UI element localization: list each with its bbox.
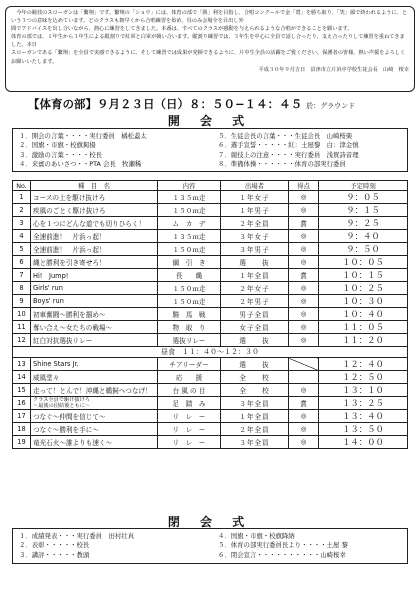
venue-label: 於：グラウンド xyxy=(306,102,356,110)
scheduled-time: １０：０５ xyxy=(319,256,408,269)
scheduled-time: ９：０５ xyxy=(319,191,408,204)
event-content: リ レ ー xyxy=(158,410,221,423)
participants: ３年男子 xyxy=(221,243,289,256)
event-name: コースの上を駆け抜けろ xyxy=(31,191,158,204)
row-number: 2 xyxy=(13,204,31,217)
participants: １年全員 xyxy=(221,269,289,282)
event-name: Shine Stars Jr. xyxy=(31,358,158,371)
scheduled-time: １０：２５ xyxy=(319,282,408,295)
event-name: クラス全員で駆け抜けろ 〜最後の団結後ともに〜 xyxy=(31,397,158,410)
table-row xyxy=(13,295,408,308)
scheduled-time: １０：１５ xyxy=(319,269,408,282)
opening-item: ６．選手宣誓・・・・・紅：土屋黎 白：津金慎 xyxy=(218,141,359,150)
event-content: 応 援 xyxy=(158,371,221,384)
table-row xyxy=(13,410,408,423)
event-name: 奪い合え〜女たちの戦場〜 xyxy=(31,321,158,334)
row-number: 9 xyxy=(13,295,31,308)
event-content: 騎 馬 戦 xyxy=(158,308,221,321)
event-name: 全速前進！ 片浜っ起！ xyxy=(31,230,158,243)
table-row xyxy=(13,217,408,230)
points-mark xyxy=(289,358,319,371)
event-name: 紅白対抗選抜リレー xyxy=(31,334,158,347)
intro-box xyxy=(5,6,415,92)
lunch-break-row xyxy=(13,347,408,358)
table-header-row xyxy=(13,181,408,191)
table-row xyxy=(13,204,408,217)
points-mark xyxy=(289,371,319,384)
event-content: １３５ｍ走 xyxy=(158,191,221,204)
table-row xyxy=(13,384,408,397)
scheduled-time: １２：４０ xyxy=(319,358,408,371)
participants: １年男子 xyxy=(221,204,289,217)
table-row xyxy=(13,243,408,256)
participants: ３年女子 xyxy=(221,230,289,243)
row-number: 19 xyxy=(13,436,31,449)
event-content: チアリーダー xyxy=(158,358,221,371)
opening-item: ２．国旗・市旗・校旗掲揚 xyxy=(19,141,96,150)
event-name: 威風堂々 xyxy=(31,371,158,384)
participants: ２年男子 xyxy=(221,295,289,308)
scheduled-time: １０：４０ xyxy=(319,308,408,321)
row-number: 11 xyxy=(13,321,31,334)
closing-item: １．成績発表・・・実行委員 田村壮真 xyxy=(19,532,135,540)
row-number: 18 xyxy=(13,423,31,436)
participants: 全 校 xyxy=(221,384,289,397)
event-name: つなぐ〜勝利を手に〜 xyxy=(31,423,158,436)
participants: 選 抜 xyxy=(221,358,289,371)
header-time: 予定時刻 xyxy=(319,181,408,191)
closing-item: ５．体育の部実行委員長より・・・・土屋 黎 xyxy=(218,541,348,550)
points-mark: 賞 xyxy=(289,217,319,230)
closing-ceremony-title: 閉 会 式 xyxy=(167,515,253,529)
points-mark: ◎ xyxy=(289,423,319,436)
opening-ceremony-box xyxy=(12,128,408,172)
intro-signature: 平成３０年９月吉日 沼津市立片浜中学校生徒会長 山崎 桜幸 xyxy=(258,66,409,73)
event-name: Girls' run xyxy=(31,282,158,295)
scheduled-time: ９：２５ xyxy=(319,217,408,230)
points-mark: ◎ xyxy=(289,243,319,256)
points-mark: ◎ xyxy=(289,282,319,295)
lunch-break: 昼食 １１：４０〜１２：３０ xyxy=(13,347,408,358)
scheduled-time: ９：４０ xyxy=(319,230,408,243)
scheduled-time: １４：００ xyxy=(319,436,408,449)
opening-item: ５．生徒会長の言葉・・・生徒会長 山崎桜楽 xyxy=(218,132,353,140)
scheduled-time: １２：５０ xyxy=(319,371,408,384)
header-participants: 出場者 xyxy=(221,181,289,191)
table-row xyxy=(13,334,408,347)
event-name: 初車奮闘〜勝利を掴め〜 xyxy=(31,308,158,321)
scheduled-time: １３：４０ xyxy=(319,410,408,423)
participants: １年女子 xyxy=(221,191,289,204)
event-name: 縄と勝利を引き寄せろ！ xyxy=(31,256,158,269)
participants: 選 抜 xyxy=(221,256,289,269)
event-content: 台 風 の 目 xyxy=(158,384,221,397)
event-content: 綱 引 き xyxy=(158,256,221,269)
scheduled-time: ９：５０ xyxy=(319,243,408,256)
opening-left-column xyxy=(19,132,147,169)
event-content: 物 取 り xyxy=(158,321,221,334)
closing-right-column xyxy=(218,532,348,560)
event-content: １３５ｍ走 xyxy=(158,230,221,243)
participants: ３年全員 xyxy=(221,397,289,410)
table-row xyxy=(13,256,408,269)
table-row xyxy=(13,397,408,410)
points-mark: ◎ xyxy=(289,204,319,217)
opening-item: ３．激励の言葉・・・・校長 xyxy=(19,150,103,159)
table-row xyxy=(13,230,408,243)
points-mark: ◎ xyxy=(289,191,319,204)
row-number: 13 xyxy=(13,358,31,371)
event-content: 選抜リレー xyxy=(158,334,221,347)
row-number: 8 xyxy=(13,282,31,295)
participants: １年全員 xyxy=(221,410,289,423)
points-mark: ◎ xyxy=(289,384,319,397)
event-content: １５０ｍ走 xyxy=(158,295,221,308)
closing-item: ６．閉会宣言・・・・・・・・・・山崎桜幸 xyxy=(218,550,346,559)
participants: ２年女子 xyxy=(221,282,289,295)
opening-item: １．開会の言葉・・・・実行委員 橘松蓋太 xyxy=(19,132,147,140)
event-content: ム カ デ xyxy=(158,217,221,230)
points-mark: 賞 xyxy=(289,269,319,282)
header-no: No. xyxy=(13,181,31,191)
event-content: １５０ｍ走 xyxy=(158,282,221,295)
participants: 全 校 xyxy=(221,371,289,384)
scheduled-time: １０：３０ xyxy=(319,295,408,308)
table-row xyxy=(13,358,408,371)
scheduled-time: １３：１０ xyxy=(319,384,408,397)
points-mark: ◎ xyxy=(289,321,319,334)
participants: ２年全員 xyxy=(221,423,289,436)
event-content: １５０ｍ走 xyxy=(158,204,221,217)
table-row xyxy=(13,282,408,295)
event-name: 走って！とんで！沖縄と鵜飼へつなげ！ xyxy=(31,384,158,397)
opening-item: ４．来賓のあいさつ・・PTA 会長 牧瀬稀 xyxy=(19,159,142,168)
closing-item: ３．講評・・・・・教頭 xyxy=(19,550,90,559)
opening-item: ７．競技上の注意・・・・実行委員 浅賀詩音理 xyxy=(218,150,359,159)
points-mark: ◎ xyxy=(289,230,319,243)
row-number: 6 xyxy=(13,256,31,269)
intro-body: 今年の競技のスローガンは「繋翔」です。繋翔の「ショウ」には、体育の部で「勝」利を目指し、合唱コンクールで金「賞」を勝ち取り、「笑」顔で終われるように、という３つの意味を込めています。どのクラスも朝早くから合唱練習を始め、昼のみ会場全を目出し外 間でアドバイスを出し合いながら、熱心に練習をしてきました。本番は、すべてのクラスが感動を与えられるような合唱ができることを願います。 体育の部では、１年生から３年生による縦割りで紅軍と白軍が競い合います。縦割り練習では、３年生を中心に全員で話し合ったり、支え合ったりして練習を重ねてきました。本日 スローガンである「繋翔」を全員で実感できるように、そして練習では成果が発揮できるように、片中生全員の活躍をご覧ください。保護者の皆様、熱い声援をよろしくお願いいたします。 xyxy=(11,10,408,65)
points-mark: ◎ xyxy=(289,295,319,308)
scheduled-time: １１：２０ xyxy=(319,334,408,347)
participants: ３年全員 xyxy=(221,436,289,449)
table-row xyxy=(13,423,408,436)
closing-item: ４．国旗・市旗・校旗降納 xyxy=(218,532,295,540)
table-row xyxy=(13,308,408,321)
row-number: 5 xyxy=(13,243,31,256)
row-number: 7 xyxy=(13,269,31,282)
header-points: 得点 xyxy=(289,181,319,191)
opening-ceremony-title: 開 会 式 xyxy=(167,114,253,128)
row-number: 14 xyxy=(13,371,31,384)
header-event: 種 目 名 xyxy=(31,181,158,191)
row-number: 10 xyxy=(13,308,31,321)
row-number: 16 xyxy=(13,397,31,410)
scheduled-time: １１：０５ xyxy=(319,321,408,334)
scheduled-time: ９：１５ xyxy=(319,204,408,217)
event-content: 長 縄 xyxy=(158,269,221,282)
row-number: 4 xyxy=(13,230,31,243)
table-row xyxy=(13,269,408,282)
opening-item: ８．準備体操・・・・・・体育の部実行委員 xyxy=(218,159,346,168)
table-row xyxy=(13,371,408,384)
points-mark: 賞 xyxy=(289,397,319,410)
event-name: Boys' run xyxy=(31,295,158,308)
points-mark: ◎ xyxy=(289,436,319,449)
row-number: 15 xyxy=(13,384,31,397)
event-name: 全速前進！ 片浜っ起！ xyxy=(31,243,158,256)
program-table xyxy=(12,180,408,449)
points-mark: ◎ xyxy=(289,256,319,269)
sports-section-title: 【体育の部】９月２３日（日）８：５０−１４：４５ xyxy=(28,97,303,111)
participants: 女子全員 xyxy=(221,321,289,334)
closing-left-column xyxy=(19,532,134,560)
row-number: 3 xyxy=(13,217,31,230)
points-mark: ◎ xyxy=(289,334,319,347)
row-number: 17 xyxy=(13,410,31,423)
table-row xyxy=(13,436,408,449)
sports-section-header xyxy=(28,96,398,112)
closing-ceremony-box xyxy=(12,528,408,564)
points-mark: ◎ xyxy=(289,410,319,423)
event-content: 足 踏 み xyxy=(158,397,221,410)
scheduled-time: １３：５０ xyxy=(319,423,408,436)
table-row xyxy=(13,191,408,204)
row-number: 12 xyxy=(13,334,31,347)
event-name: つなぐ〜仲間を信じて〜 xyxy=(31,410,158,423)
event-name: 疾風のごとく駆け抜けろ xyxy=(31,204,158,217)
participants: ２年全員 xyxy=(221,217,289,230)
table-row xyxy=(13,321,408,334)
event-name: 竜光石火〜誰よりも速く〜 xyxy=(31,436,158,449)
event-content: １５０ｍ走 xyxy=(158,243,221,256)
row-number: 1 xyxy=(13,191,31,204)
scheduled-time: １３：２５ xyxy=(319,397,408,410)
opening-right-column xyxy=(218,132,359,169)
event-name: Hi! Jump! xyxy=(31,269,158,282)
participants: 男子全員 xyxy=(221,308,289,321)
event-content: リ レ ー xyxy=(158,423,221,436)
event-name: 心を１つにどんな道でも切りひらく！ xyxy=(31,217,158,230)
closing-item: ２．表彰・・・・・校長 xyxy=(19,541,90,550)
header-content: 内容 xyxy=(158,181,221,191)
event-content: リ レ ー xyxy=(158,436,221,449)
participants: 選 抜 xyxy=(221,334,289,347)
points-mark: ◎ xyxy=(289,308,319,321)
